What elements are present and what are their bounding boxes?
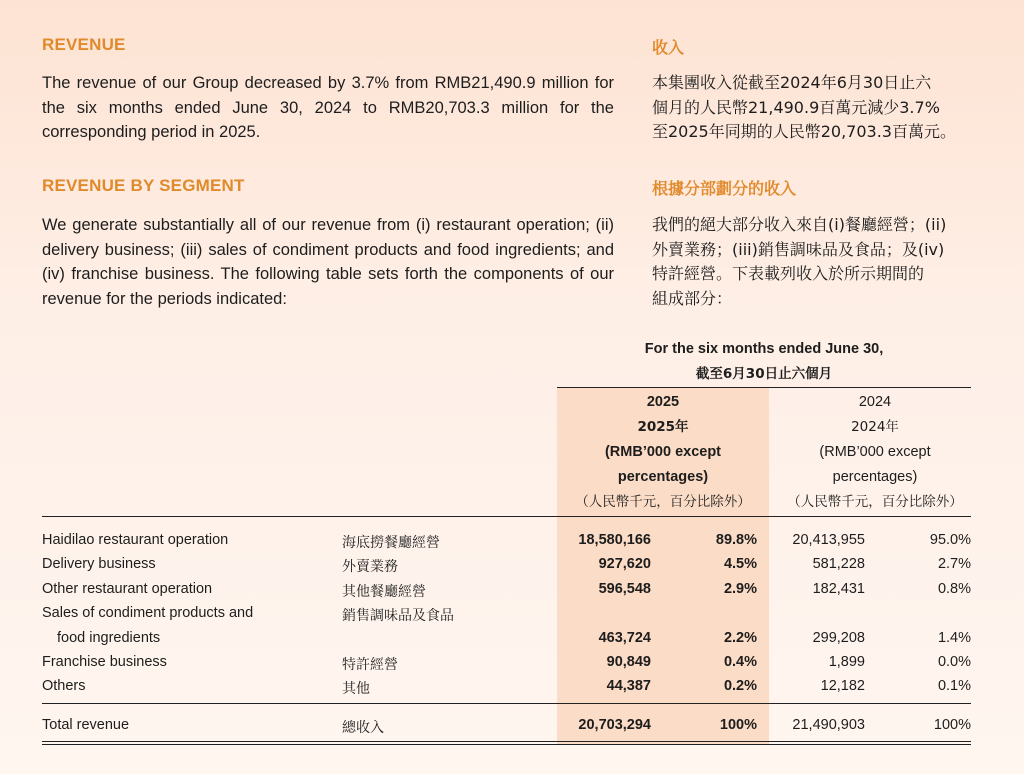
col-2024-header [769,390,981,515]
revenue-paragraph-zh [652,71,956,145]
revenue-paragraph: The revenue of our Group decreased by 3.7% from RMB21,490.9 million for the six months ended June 30, 2024 to RMB20,703.3 million for the corresponding period in 2025. [42,74,614,141]
row-label-en: Haidilao restaurant operation [42,532,229,548]
row-label-zh: 特許經營 [342,657,398,673]
segment-paragraph: We generate substantially all of our revenue from (i) restaurant operation; (ii) delivery business; (iii) sales of condiment products and food ingredients; and (iv) franchise business. The following table sets forth the components of our revenue for the periods indicated: [42,216,614,308]
segment-paragraph-zh [652,213,946,311]
value-2025: 596,548 [598,581,651,597]
value-2024: 20,413,955 [792,532,865,548]
value-2024: 299,208 [812,630,865,646]
table-row [0,556,1024,580]
revenue-zh-line-1: 本集團收入從截至2024年6月30日止六 [652,73,932,92]
period-rule [557,387,971,388]
percent-2024: 2.7% [937,556,971,572]
percent-2024: 1.4% [937,630,971,646]
revenue-heading-zh: 收入 [652,38,685,57]
value-2025: 90,849 [606,654,651,670]
table-header-rule [42,516,971,517]
segment-heading-zh: 根據分部劃分的收入 [652,179,797,198]
value-2025: 44,387 [606,678,651,694]
percent-2025: 2.2% [723,630,757,646]
table-row [0,532,1024,556]
col-2024-year: 2024 [858,394,892,410]
period-header-zh: 截至6月30日止六個月 [695,366,833,382]
table-row [0,605,1024,629]
table-row [0,581,1024,605]
revenue-zh-line-3: 至2025年同期的人民幣20,703.3百萬元。 [652,122,956,141]
segment-heading: REVENUE BY SEGMENT [42,176,245,195]
col-2025-year: 2025 [646,394,680,410]
segment-zh-line-4: 組成部分： [652,288,733,308]
segment-zh-line-3: 特許經營。下表載列收入於所示期間的 [652,264,925,283]
total-bottom-rule-1 [42,741,971,742]
percent-2024: 0.8% [937,581,971,597]
revenue-heading: REVENUE [42,35,126,54]
row-label-zh: 其他 [342,681,370,697]
row-label-zh: 其他餐廳經營 [342,584,426,600]
period-header [557,337,971,387]
revenue-zh-line-2: 個月的人民幣21,490.9百萬元減少3.7% [652,97,940,117]
value-2025: 463,724 [598,630,651,646]
percent-2024: 0.1% [937,678,971,694]
row-label-zh: 海底撈餐廳經營 [342,535,440,551]
total-percent-2024: 100% [933,717,971,733]
col-2025-year-zh: 2025年 [637,419,689,435]
value-2025: 927,620 [598,556,651,572]
percent-2025: 89.8% [715,532,757,548]
percent-2024: 95.0% [929,532,971,548]
period-header-en: For the six months ended June 30, [644,341,884,357]
percent-2024: 0.0% [937,654,971,670]
row-label-en: Sales of condiment products and [42,605,254,621]
row-label-en: Delivery business [42,556,156,572]
segment-zh-line-1: 我們的絕大部分收入來自(i)餐廳經營；(ii) [652,215,947,234]
percent-2025: 0.2% [723,678,757,694]
col-2025-unit-zh: （人民幣千元，百分比除外） [575,494,751,510]
table-row [0,678,1024,702]
total-bottom-rule-2 [42,744,971,745]
row-label-zh: 銷售調味品及食品 [342,608,454,624]
total-row [0,717,1024,741]
row-label-en: Other restaurant operation [42,581,213,597]
table-row [0,654,1024,678]
total-top-rule [42,703,971,704]
total-value-2024: 21,490,903 [792,717,865,733]
percent-2025: 2.9% [723,581,757,597]
row-label-zh: 外賣業務 [342,559,398,575]
percent-2025: 4.5% [723,556,757,572]
value-2024: 12,182 [820,678,865,694]
col-2024-unit-l2: percentages) [832,469,918,485]
total-label-en: Total revenue [42,717,130,733]
col-2025-unit-l2: percentages) [617,469,709,485]
total-value-2025: 20,703,294 [578,717,651,733]
segment-zh-line-2: 外賣業務；(iii)銷售調味品及食品；及(iv) [652,239,945,259]
percent-2025: 0.4% [723,654,757,670]
total-label-zh: 總收入 [342,720,384,736]
col-2025-unit-l1: (RMB’000 except [604,444,722,460]
col-2024-year-zh: 2024年 [851,419,899,435]
table-row [0,630,1024,654]
col-2024-unit-l1: (RMB’000 except [819,444,931,460]
row-label-en: Franchise business [42,654,167,670]
row-label-en: Others [42,678,86,694]
total-percent-2025: 100% [719,717,757,733]
value-2024: 1,899 [828,654,865,670]
value-2025: 18,580,166 [578,532,651,548]
row-label-en: food ingredients [57,630,161,646]
col-2025-header [557,390,769,515]
value-2024: 581,228 [812,556,865,572]
col-2024-unit-zh: （人民幣千元，百分比除外） [787,494,963,510]
value-2024: 182,431 [812,581,865,597]
